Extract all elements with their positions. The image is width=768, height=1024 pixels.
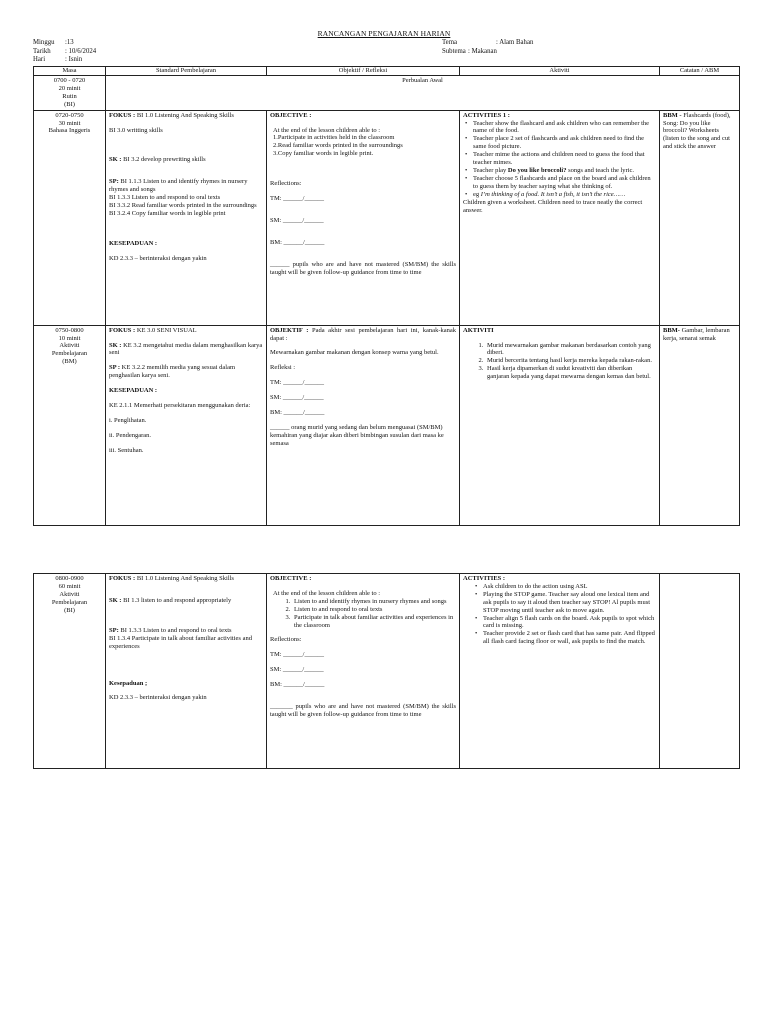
lesson-meta-left: [33, 39, 96, 65]
focus-text: BI 1.0 Listening And Speaking Skills: [136, 575, 234, 582]
activity-item: • Playing the STOP game. Teacher say aloud one lexical item and ask pupils to say it aloud then teacher say STOP! Al pupils must STOP moving until teacher ask to move again.: [483, 591, 656, 615]
kesepaduan-label: KESEPADUAN :: [109, 387, 158, 395]
sk-label: SK :: [109, 341, 122, 349]
time-range: 0700 - 0720: [53, 77, 86, 84]
hari-label: Hari: [33, 56, 46, 63]
time-range: 0750-0800: [55, 326, 84, 334]
activity-item: [471, 191, 656, 199]
focus-text: KE 3.0 SENI VISUAL: [136, 326, 197, 334]
activities-label: ACTIVITIES 1 :: [463, 111, 510, 119]
sense-item: ii. Pendengaran.: [109, 431, 152, 439]
focus-text: BI 1.0 Listening And Speaking Skills: [136, 111, 234, 119]
time-lang: (BM): [62, 358, 77, 366]
sp-label: SP:: [109, 626, 119, 634]
table-row: [34, 110, 740, 325]
activities-cell: [460, 325, 660, 525]
activity-after: Children given a worksheet. Children need to trace neatly the correct answer.: [463, 198, 643, 214]
time-subject: Rutin: [62, 92, 77, 100]
tema-value: : Alam Bahan: [496, 39, 534, 46]
objective-intro: At the end of the lesson children able to :: [273, 126, 381, 134]
time-subject: Aktiviti: [59, 342, 80, 350]
header-standard: Standard Pembelajaran: [106, 67, 267, 76]
objective-item: 3.Copy familiar words in legible print.: [273, 150, 374, 158]
bbm-text: Flashcards (food), Song: Do you like broccoli? Worksheets (listen to the song and cut and stick the answer: [663, 111, 731, 151]
activity-item: [471, 167, 656, 175]
reflection-tm: TM: ______/______: [270, 379, 324, 387]
sk-text: BI 3.2 develop prewriting skills: [123, 156, 206, 164]
objective-item: 2. Listen to and respond to oral texts: [292, 606, 456, 614]
activity-example: I’m thinking of a food. It isn’t a fish, it isn’t the rice……: [480, 190, 626, 198]
bi-writing: BI 3.0 writting skills: [109, 126, 163, 134]
activity-item: • Teacher show the flashcard and ask children who can remember the name of the food.: [471, 120, 656, 136]
ke-text: KE 2.1.1 Memerhati persekitaran menggunakan deria:: [109, 402, 251, 410]
activity-text: songs and teach the lyric.: [566, 166, 634, 174]
sp-line: BI 1.3.4 Participate in talk about familiar activities and experiences: [109, 634, 252, 650]
bbm-label: BBM -: [663, 111, 682, 119]
objektif-label: OBJEKTIF :: [270, 326, 309, 334]
objective-label: OBJECTIVE :: [270, 575, 312, 582]
objective-item: 2.Read familiar words printed in the surroundings: [273, 142, 403, 150]
time-subject: Pembelajaran: [51, 598, 88, 606]
activity-item: • Teacher choose 5 flashcards and place on the board and ask children to guess them by teacher saying what she thinking of.: [471, 175, 656, 191]
reflection-tm: TM: ______/______: [270, 195, 324, 203]
sense-item: iii. Sentuhan.: [109, 446, 144, 454]
sp-line: BI 1.3.3 Listen to and respond to oral texts: [120, 626, 232, 634]
minggu-value: :13: [65, 39, 74, 46]
kesepaduan-label: KESEPADUAN :: [109, 239, 158, 247]
header-masa: Masa: [34, 67, 106, 76]
table-row: [34, 574, 740, 769]
time-subject: Bahasa Inggeris: [48, 127, 91, 135]
catatan-cell: [660, 325, 740, 525]
activity-item: 1. Murid mewarnakan gambar makanan berdasarkan contoh yang diberi.: [485, 342, 656, 358]
kd-text: KD 2.3.3 – berinteraksi dengan yakin: [109, 694, 207, 702]
time-duration: 10 minit: [58, 334, 81, 342]
aktiviti-label: AKTIVITI: [463, 326, 494, 334]
objektif-intro: Pada akhir sesi pembelajaran hari ini, kanak-kanak dapat :: [270, 326, 457, 342]
followup-text: ______ pupils who are and have not mastered (SM/BM) the skills taught will be given follow-up guidance from time to time: [270, 260, 456, 276]
objective-item: 1. Listen to and identify rhymes in nursery rhymes and songs: [292, 598, 456, 606]
time-lang: (BI): [64, 606, 75, 614]
objektif-text: Mewarnakan gambar makanan dengan konsep warna yang betul.: [270, 349, 439, 357]
activity-item: • Teacher mime the actions and children need to guess the food that teacher mimes.: [471, 151, 656, 167]
catatan-cell: [660, 110, 740, 325]
minggu-label: Minggu: [33, 39, 55, 46]
refleksi-label: Refleksi :: [270, 364, 296, 372]
sense-item: i. Penglihatan.: [109, 416, 147, 424]
sp-label: SP :: [109, 364, 121, 372]
lesson-plan-table-2: [33, 573, 740, 769]
bbm-label: BBM-: [663, 326, 680, 334]
time-subject: Pembelajaran: [51, 350, 88, 358]
activity-item: 3. Hasil kerja dipamerkan di sudut kreativiti dan diberikan ganjaran kepada yang dapat mewarna dengan kemas dan betul.: [485, 365, 656, 381]
objective-cell: [267, 574, 460, 769]
sp-line: BI 1.3.3 Listen to and respond to oral texts: [109, 194, 221, 202]
objective-label: OBJECTIVE :: [270, 111, 312, 119]
activity-item: • Teacher align 5 flash cards on the board. Ask pupils to spot which card is missing.: [483, 615, 656, 631]
tarikh-label: Tarikh: [33, 47, 51, 55]
objective-cell: [267, 110, 460, 325]
time-lang: (BI): [64, 100, 75, 108]
time-duration: 30 minit: [58, 119, 81, 127]
header-catatan: Catatan / ABM: [660, 67, 740, 76]
tema-label: Tema: [442, 39, 457, 46]
time-range: 0720-0750: [55, 111, 84, 119]
perbualan-awal: Perbualan Awal: [402, 77, 443, 84]
activities-cell: [460, 574, 660, 769]
time-duration: 20 minit: [58, 84, 81, 92]
objective-intro: At the end of the lesson children able to :: [273, 589, 381, 597]
standard-cell: [106, 110, 267, 325]
focus-label: FOKUS :: [109, 326, 136, 334]
reflection-bm: BM: ______/______: [270, 681, 325, 689]
time-cell: [34, 325, 106, 525]
tarikh-value: : 10/6/2024: [65, 47, 97, 55]
time-duration: 60 minit: [58, 582, 81, 590]
sp-line: BI 3.2.4 Copy familiar words in legible print: [109, 209, 226, 217]
time-cell: [34, 76, 106, 111]
subtema-label: Subtema: [442, 47, 466, 55]
table-row: [34, 76, 740, 111]
reflection-sm: SM: ______/______: [270, 394, 324, 402]
time-cell: [34, 574, 106, 769]
sp-line: BI 3.3.2 Read familiar words printed in the surroundings: [109, 202, 257, 210]
kesepaduan-label: Kesepaduan ;: [109, 679, 148, 687]
activity-item: 2. Murid bercerita tentang hasil kerja mereka kepada rakan-rakan.: [485, 357, 656, 365]
header-row: [34, 67, 740, 76]
activity-item: • Teacher provide 2 set or flash card that has same pair. And flipped all flash card facing floor or wall, ask pupils to find the match.: [483, 630, 656, 646]
objective-cell: [267, 325, 460, 525]
focus-label: FOKUS :: [109, 111, 136, 119]
kd-text: KD 2.3.3 – berinteraksi dengan yakin: [109, 254, 207, 262]
activities-label: ACTIVITIES :: [463, 575, 506, 582]
perbualan-cell: [106, 76, 740, 111]
subtema-value: : Makanan: [468, 47, 497, 55]
followup-text: _______ pupils who are and have not mastered (SM/BM) the skills taught will be given follow-up guidance from time to time: [270, 703, 456, 718]
sk-label: SK :: [109, 156, 122, 164]
activity-item: • Teacher place 2 set of flashcards and ask children need to find the same food picture.: [471, 135, 656, 151]
catatan-cell: [660, 574, 740, 769]
activities-cell: [460, 110, 660, 325]
sp-line: BI 1.1.3 Listen to and identify rhymes in nursery rhymes and songs: [109, 178, 248, 194]
objective-item: 1.Participate in activities held in the classroom: [273, 134, 395, 142]
reflection-bm: BM: ______/______: [270, 238, 325, 246]
reflections-label: Reflections:: [270, 636, 302, 644]
focus-label: FOKUS :: [109, 575, 136, 582]
activity-item: • Ask children to do the action using ASL: [483, 583, 656, 591]
reflection-bm: BM: ______/______: [270, 409, 325, 417]
reflections-label: Reflections:: [270, 180, 302, 188]
sp-text: KE 3.2.2 memilih media yang sesuai dalam penghasilan karya seni.: [109, 364, 236, 380]
reflection-sm: SM: ______/______: [270, 216, 324, 224]
followup-text: ______ orang murid yang sedang dan belum menguasai (SM/BM) kemahiran yang diajar akan diberi bimbingan susulan dari masa ke semasa: [270, 423, 444, 447]
hari-value: : Isnin: [65, 56, 83, 63]
header-objektif: Objektif / Refleksi: [267, 67, 460, 76]
time-subject: Aktiviti: [59, 590, 80, 598]
reflection-tm: TM: ______/______: [270, 651, 324, 659]
header-aktiviti: Aktiviti: [460, 67, 660, 76]
reflection-sm: SM: ______/______: [270, 666, 324, 674]
time-cell: [34, 110, 106, 325]
standard-cell: [106, 325, 267, 525]
time-range: 0800-0900: [55, 575, 84, 582]
sk-label: SK :: [109, 596, 122, 604]
lesson-meta-right: [442, 39, 533, 56]
lesson-plan-table-1: [33, 66, 740, 526]
song-title: Do you like broccoli?: [507, 166, 567, 174]
activity-text: eg: [473, 190, 481, 198]
sk-text: BI 1.3 listen to and respond appropriately: [123, 596, 232, 604]
objective-item: 3. Participate in talk about familiar activities and experiences in the classroom: [292, 614, 456, 630]
sk-text: KE 3.2 mengetahui media dalam menghasilkan karya seni: [109, 341, 263, 357]
page-title: RANCANGAN PENGAJARAN HARIAN: [317, 29, 451, 38]
activity-text: Teacher play: [473, 166, 508, 174]
bbm-text: Gambar, lembaran kerja, senarai semak: [663, 326, 730, 342]
sp-label: SP:: [109, 178, 119, 186]
table-row: [34, 325, 740, 525]
standard-cell: [106, 574, 267, 769]
